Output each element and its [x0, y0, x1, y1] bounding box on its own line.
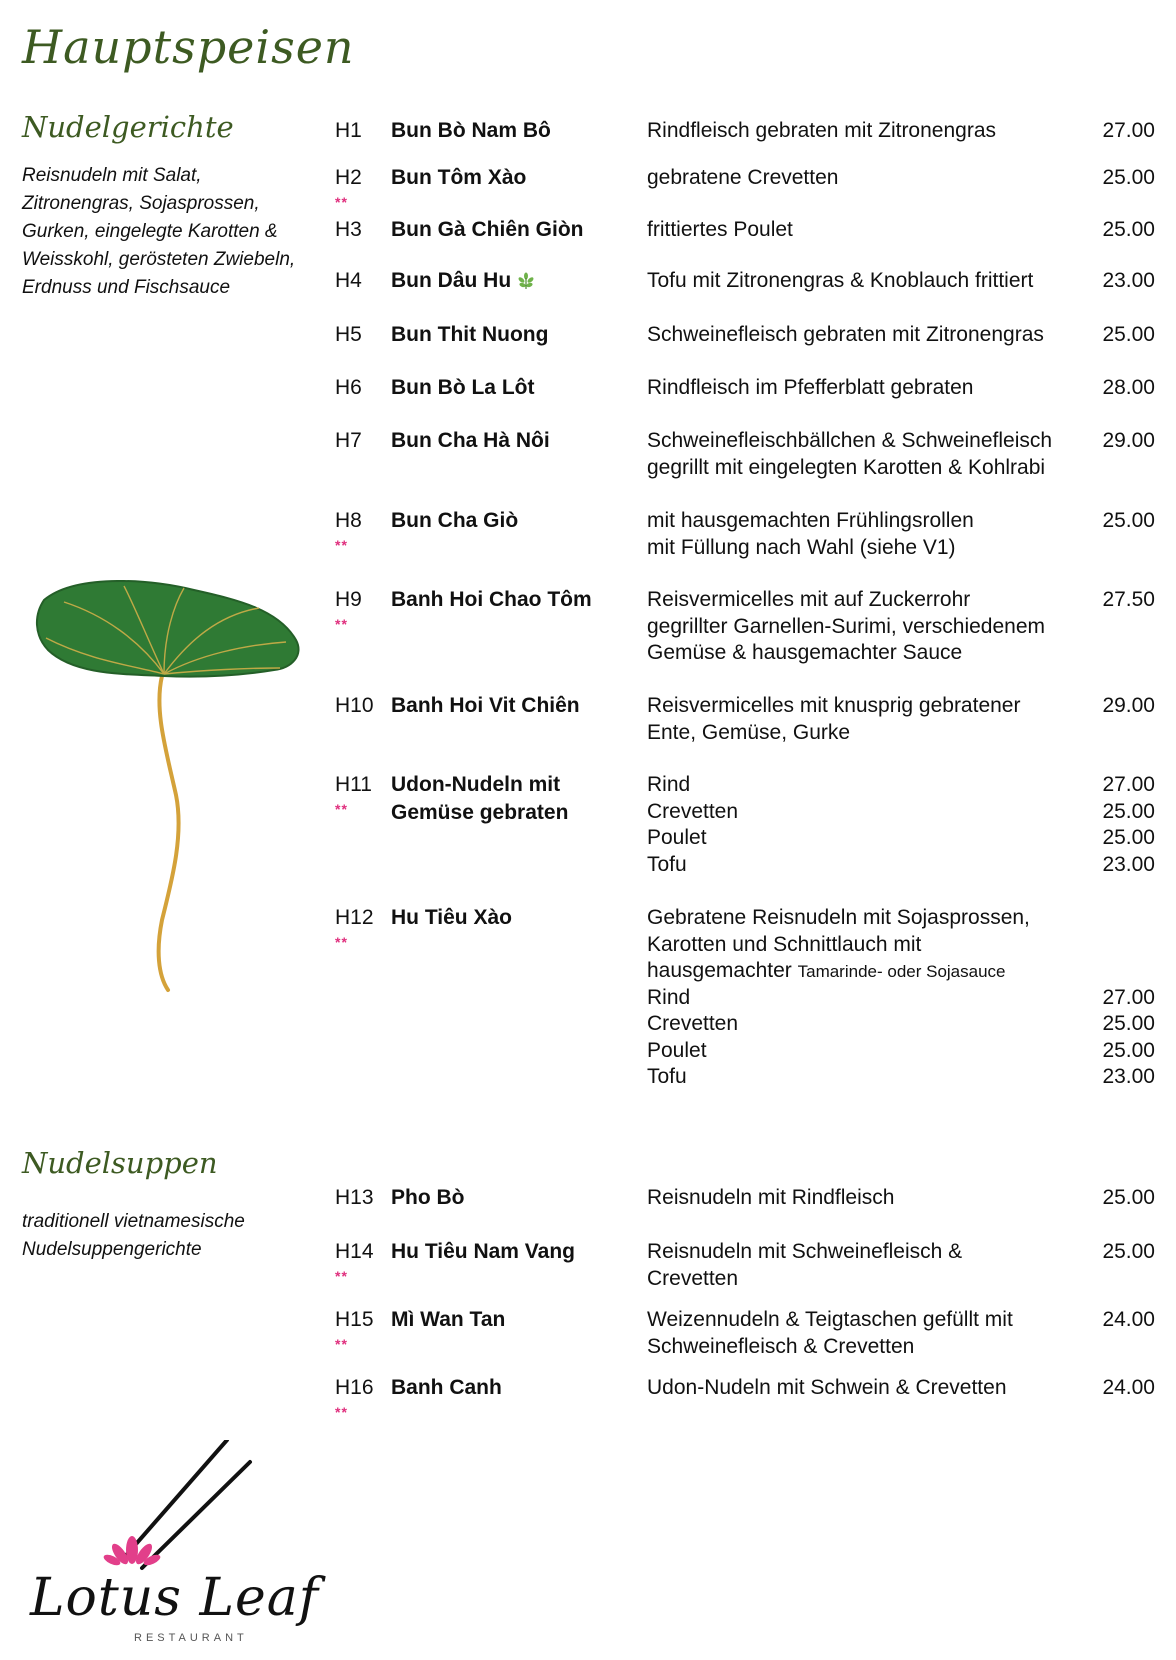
chopsticks-lotus-icon [22, 1440, 312, 1580]
item-stars: ** [335, 1404, 348, 1420]
item-name [391, 117, 551, 145]
item-code: H8 [335, 509, 362, 532]
description-text: Karotten und Schnittlauch mit [647, 932, 922, 956]
item-code: H3 [335, 218, 362, 241]
page-title: Hauptspeisen [22, 20, 355, 74]
item-description-line [647, 1374, 1007, 1402]
item-name-line: Bun Cha Hà Nôi [391, 429, 550, 452]
item-description-line [647, 984, 690, 1012]
item-name-line: Bun Dâu Hu [391, 269, 512, 292]
item-name-line: Mì Wan Tan [391, 1308, 506, 1331]
item-description-line [647, 931, 921, 959]
item-name-line: Bun Thit Nuong [391, 323, 549, 346]
item-name-line: Bun Cha Giò [391, 509, 519, 532]
item-code: H10 [335, 694, 374, 717]
item-name [391, 771, 568, 827]
description-text: Tofu [647, 1065, 687, 1088]
item-name [391, 321, 548, 349]
item-price: 25.00 [1102, 166, 1155, 189]
item-description-line [647, 586, 970, 614]
description-text: Poulet [647, 1038, 707, 1062]
item-name [391, 692, 580, 720]
item-name [391, 267, 535, 295]
description-text: Reisvermicelles mit knusprig gebratener [647, 694, 1021, 717]
item-stars: ** [335, 616, 348, 632]
item-name-line: Banh Hoi Chao Tôm [391, 588, 592, 611]
description-line: Nudelsuppengerichte [22, 1239, 202, 1260]
item-name [391, 216, 584, 244]
item-description-line [647, 719, 850, 747]
item-code: H5 [335, 323, 362, 346]
description-text: gebratene Crevetten [647, 166, 839, 189]
item-name [391, 374, 534, 402]
item-price: 23.00 [1102, 1065, 1155, 1088]
description-text: Crevetten [647, 799, 739, 823]
description-text: Rind [647, 773, 691, 796]
item-price: 24.00 [1102, 1376, 1155, 1399]
item-code: H6 [335, 376, 362, 399]
item-price: 25.00 [1102, 323, 1155, 346]
item-name-line: Banh Hoi Vit Chiên [391, 694, 580, 717]
description-text: Schweinefleisch gebraten mit Zitronengras [647, 323, 1044, 346]
description-text: Rindfleisch im Pfefferblatt gebraten [647, 376, 974, 399]
item-description-line [647, 454, 1045, 482]
item-name-line: Hu Tiêu Nam Vang [391, 1240, 575, 1263]
item-stars: ** [335, 1268, 348, 1284]
item-description-line [647, 639, 962, 667]
item-description-line [647, 798, 738, 826]
section-description-nudelgerichte [22, 162, 322, 302]
item-stars: ** [335, 537, 348, 553]
item-price: 24.00 [1102, 1308, 1155, 1331]
item-price: 25.00 [1102, 826, 1155, 849]
section-heading-nudelsuppen: Nudelsuppen [22, 1146, 218, 1180]
description-text: Reisnudeln mit Schweinefleisch & [647, 1240, 963, 1263]
logo-name: Lotus Leaf [30, 1568, 319, 1628]
item-description-line [647, 1238, 962, 1266]
description-line: traditionell vietnamesische [22, 1211, 245, 1232]
description-text: Tofu mit Zitronengras & Knoblauch frittiert [647, 269, 1034, 292]
description-line: Reisnudeln mit Salat, [22, 165, 202, 186]
description-text: Schweinefleischbällchen & Schweinefleisch [647, 429, 1053, 452]
item-description-line [647, 904, 1030, 932]
item-description-line [647, 1333, 914, 1361]
item-description-line [647, 374, 973, 402]
item-name-line: Bun Bò Nam Bô [391, 119, 551, 142]
item-name-line: Bun Tôm Xào [391, 166, 527, 189]
item-name [391, 1238, 575, 1266]
item-price: 27.00 [1102, 119, 1155, 142]
item-price: 27.00 [1102, 773, 1155, 796]
description-text: Crevetten [647, 1012, 739, 1035]
item-stars: ** [335, 194, 348, 210]
item-name-line: Hu Tiêu Xào [391, 906, 512, 929]
item-description-line [647, 692, 1020, 720]
item-name-line: Gemüse gebraten [391, 801, 569, 824]
description-text: Tofu [647, 852, 687, 876]
item-code: H16 [335, 1376, 374, 1399]
description-line: Gurken, eingelegte Karotten & [22, 221, 278, 242]
item-code: H7 [335, 429, 362, 452]
item-name [391, 164, 526, 192]
item-price: 28.00 [1102, 376, 1155, 399]
item-price: 29.00 [1102, 694, 1155, 717]
item-code: H14 [335, 1240, 374, 1263]
description-text: Reisnudeln mit Rindfleisch [647, 1186, 895, 1209]
item-stars: ** [335, 1336, 348, 1352]
item-price: 25.00 [1102, 1012, 1155, 1035]
item-code: H12 [335, 906, 374, 929]
item-code: H9 [335, 588, 362, 611]
item-description-line [647, 851, 687, 879]
item-description-line [647, 957, 1006, 986]
item-stars: ** [335, 801, 348, 817]
section-description-nudelsuppen [22, 1208, 322, 1264]
description-text: Rind [647, 985, 691, 1009]
item-name-line: Bun Bò La Lôt [391, 376, 535, 399]
item-code: H1 [335, 119, 362, 142]
item-price: 25.00 [1102, 799, 1155, 823]
description-text: frittiertes Poulet [647, 218, 793, 241]
item-price: 23.00 [1102, 852, 1155, 876]
item-stars: ** [335, 934, 348, 950]
item-code: H13 [335, 1186, 374, 1209]
item-code: H4 [335, 269, 362, 292]
item-description-line [647, 771, 690, 799]
item-description-line [647, 164, 838, 192]
item-name [391, 904, 512, 932]
item-description-line [647, 1010, 738, 1038]
item-description-line [647, 1265, 738, 1293]
item-price: 23.00 [1102, 269, 1155, 292]
description-text: Crevetten [647, 1266, 739, 1290]
description-line: Erdnuss und Fischsauce [22, 277, 231, 298]
item-name [391, 507, 518, 535]
description-text: gegrillt mit eingelegten Karotten & Kohlrabi [647, 455, 1046, 479]
description-text: hausgemachter [647, 959, 792, 982]
description-text: Gemüse & hausgemachter Sauce [647, 641, 963, 664]
item-description-line [647, 1184, 894, 1212]
item-description-line [647, 824, 707, 852]
logo-subtitle: RESTAURANT [134, 1632, 248, 1644]
item-description-line [647, 267, 1033, 295]
item-description-line [647, 534, 956, 562]
item-price: 29.00 [1102, 429, 1155, 452]
description-text: Gebratene Reisnudeln mit Sojasprossen, [647, 906, 1030, 929]
restaurant-logo [22, 1440, 319, 1650]
description-text: gegrillter Garnellen-Surimi, verschiedenem [647, 614, 1045, 638]
description-text: Weizennudeln & Teigtaschen gefüllt mit [647, 1308, 1013, 1331]
item-description-line [647, 216, 793, 244]
item-description-line [647, 321, 1044, 349]
item-name-line: Bun Gà Chiên Giòn [391, 218, 584, 241]
item-description-line [647, 507, 974, 535]
description-text: Rindfleisch gebraten mit Zitronengras [647, 119, 997, 142]
item-price: 27.00 [1102, 985, 1155, 1009]
item-price: 27.50 [1102, 588, 1155, 611]
item-name [391, 427, 550, 455]
item-description-line [647, 117, 996, 145]
description-text: Reisvermicelles mit auf Zuckerrohr [647, 588, 971, 611]
item-name [391, 1306, 505, 1334]
item-code: H2 [335, 166, 362, 189]
item-code: H11 [335, 773, 372, 796]
description-text: Poulet [647, 826, 707, 849]
section-heading-nudelgerichte: Nudelgerichte [22, 110, 234, 144]
description-line: Zitronengras, Sojasprossen, [22, 193, 260, 214]
item-name-line: Banh Canh [391, 1376, 502, 1399]
item-price: 25.00 [1102, 1186, 1155, 1209]
description-text: Ente, Gemüse, Gurke [647, 720, 851, 744]
item-description-line [647, 1063, 687, 1091]
item-name-line: Pho Bò [391, 1186, 465, 1209]
item-price: 25.00 [1102, 218, 1155, 241]
vegetarian-leaf-icon [517, 272, 535, 290]
description-text: mit Füllung nach Wahl (siehe V1) [647, 535, 956, 559]
item-name-line: Udon-Nudeln mit [391, 773, 561, 796]
item-description-line [647, 613, 1045, 641]
description-text: Schweinefleisch & Crevetten [647, 1334, 915, 1358]
item-name [391, 1374, 502, 1402]
item-name [391, 586, 592, 614]
lotus-leaf-icon [34, 580, 314, 1010]
description-line: Weisskohl, gerösteten Zwiebeln, [22, 249, 296, 270]
item-code: H15 [335, 1308, 374, 1331]
item-name [391, 1184, 465, 1212]
description-text: mit hausgemachten Frühlingsrollen [647, 509, 974, 532]
description-text: Udon-Nudeln mit Schwein & Crevetten [647, 1376, 1007, 1399]
item-description-line [647, 1037, 707, 1065]
item-price: 25.00 [1102, 509, 1155, 532]
item-description-line [647, 1306, 1013, 1334]
item-price: 25.00 [1102, 1038, 1155, 1062]
item-description-line [647, 427, 1052, 455]
description-small-text: Tamarinde- oder Sojasauce [797, 962, 1006, 981]
item-price: 25.00 [1102, 1240, 1155, 1263]
